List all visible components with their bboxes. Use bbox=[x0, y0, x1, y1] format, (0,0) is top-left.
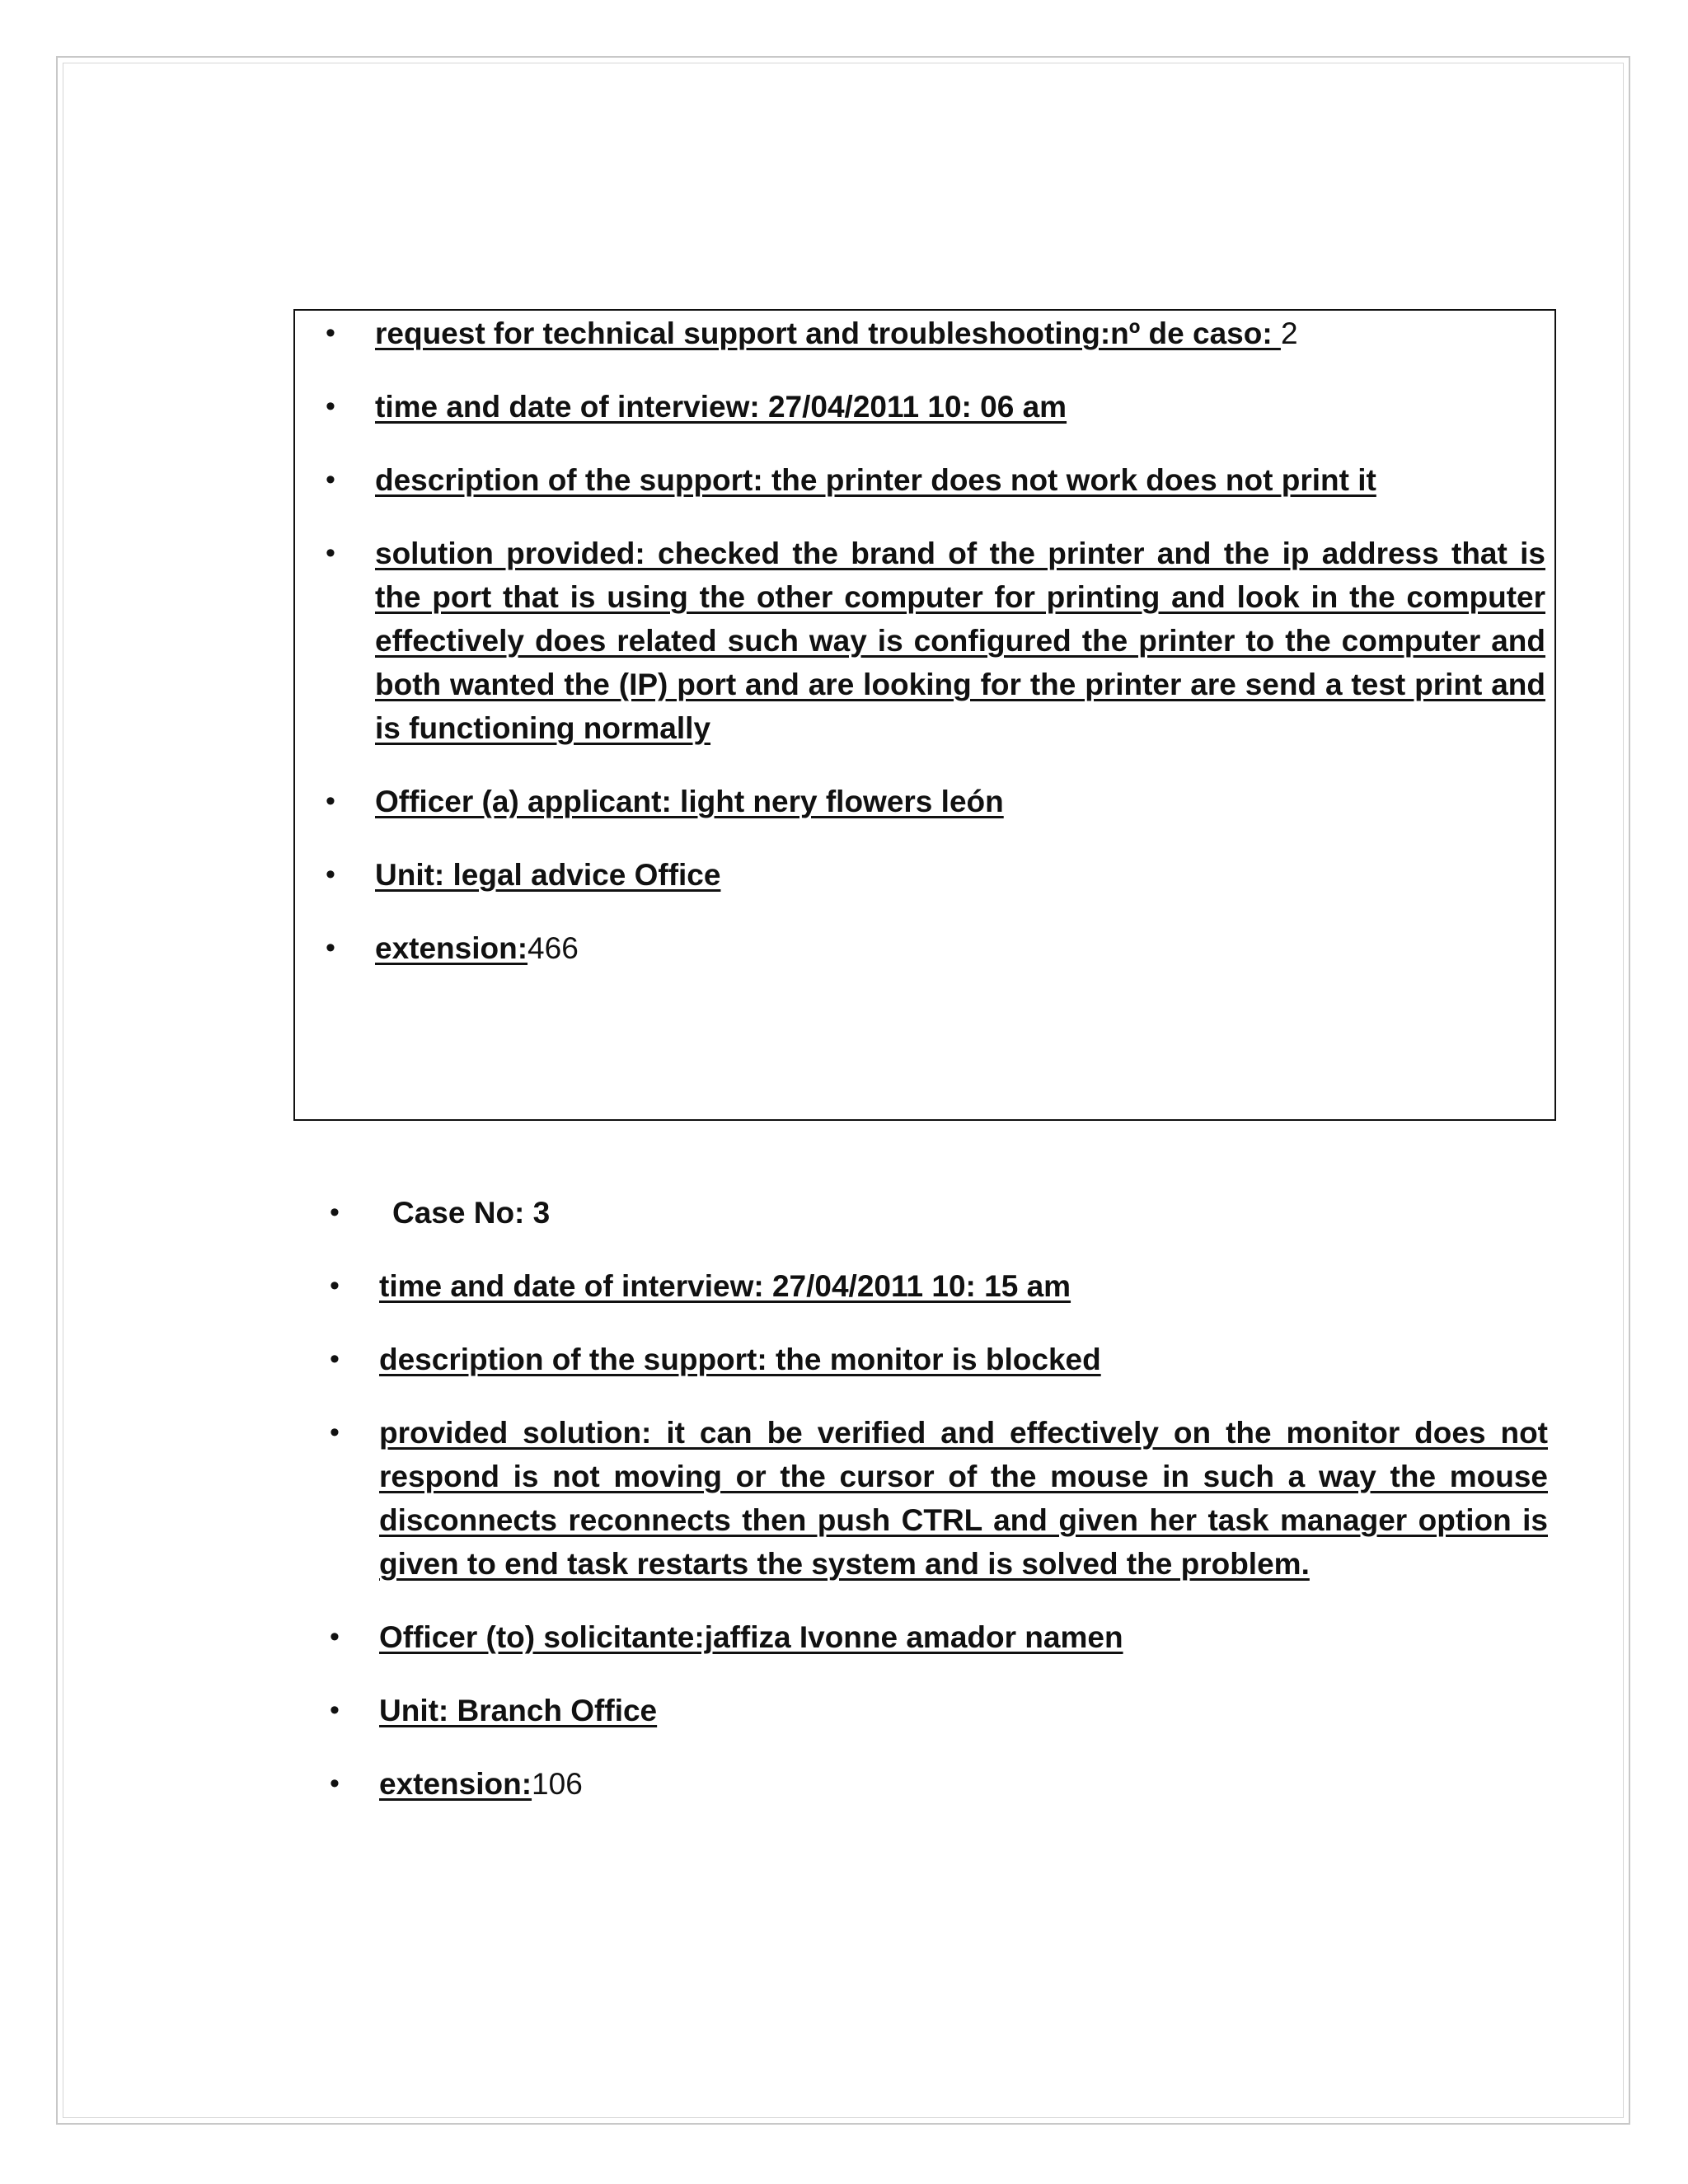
unit-text: Unit: Branch Office bbox=[379, 1694, 658, 1727]
time-date-text: time and date of interview: 27/04/2011 10: 06 am bbox=[375, 390, 1067, 424]
extension-value: 466 bbox=[528, 931, 579, 965]
officer-text: Officer (a) applicant: light nery flowers león bbox=[375, 785, 1004, 818]
case-2-officer bbox=[326, 780, 1545, 823]
case-number-text: Case No: 3 bbox=[392, 1196, 551, 1230]
case-2-time-date bbox=[326, 385, 1545, 429]
extension-value: 106 bbox=[532, 1767, 583, 1801]
solution-text: solution provided: checked the brand of the printer and the ip address that is the port that is using the other computer for printing and look in the computer effectively does related such way is configured the printer to the computer and both wanted the (IP) port and are looking for the printer are send a test print and is functioning normally bbox=[375, 537, 1545, 745]
case-3-extension bbox=[330, 1762, 1548, 1806]
case-3-list bbox=[330, 1191, 1548, 1835]
case-2-request bbox=[326, 312, 1545, 355]
description-text: description of the support: the printer does not work does not print it bbox=[375, 463, 1376, 497]
solution-text: provided solution: it can be verified and effectively on the monitor does not respond is not moving or the cursor of the mouse in such a way the mouse disconnects reconnects then push CTRL and given her task manager option is given to end task restarts the system and is solved the problem. bbox=[379, 1416, 1548, 1581]
case-2-extension bbox=[326, 926, 1545, 970]
case-3-unit bbox=[330, 1689, 1548, 1732]
case-number-value: 2 bbox=[1280, 316, 1298, 350]
time-date-text: time and date of interview: 27/04/2011 10: 15 am bbox=[379, 1269, 1071, 1303]
case-3-number bbox=[330, 1191, 1548, 1235]
case-2-unit bbox=[326, 853, 1545, 897]
request-label: request for technical support and troubleshooting:nº de caso: bbox=[375, 316, 1281, 350]
case-3-officer bbox=[330, 1615, 1548, 1659]
case-3-description bbox=[330, 1338, 1548, 1381]
case-2-list bbox=[326, 312, 1545, 1000]
unit-text: Unit: legal advice Office bbox=[375, 858, 721, 892]
case-3-solution bbox=[330, 1411, 1548, 1586]
extension-label: extension: bbox=[375, 931, 528, 965]
officer-text: Officer (to) solicitante:jaffiza Ivonne amador namen bbox=[379, 1620, 1123, 1654]
extension-label: extension: bbox=[379, 1767, 532, 1801]
case-2-solution bbox=[326, 532, 1545, 750]
description-text: description of the support: the monitor is blocked bbox=[379, 1343, 1101, 1376]
case-3-time-date bbox=[330, 1264, 1548, 1308]
case-2-description bbox=[326, 458, 1545, 502]
